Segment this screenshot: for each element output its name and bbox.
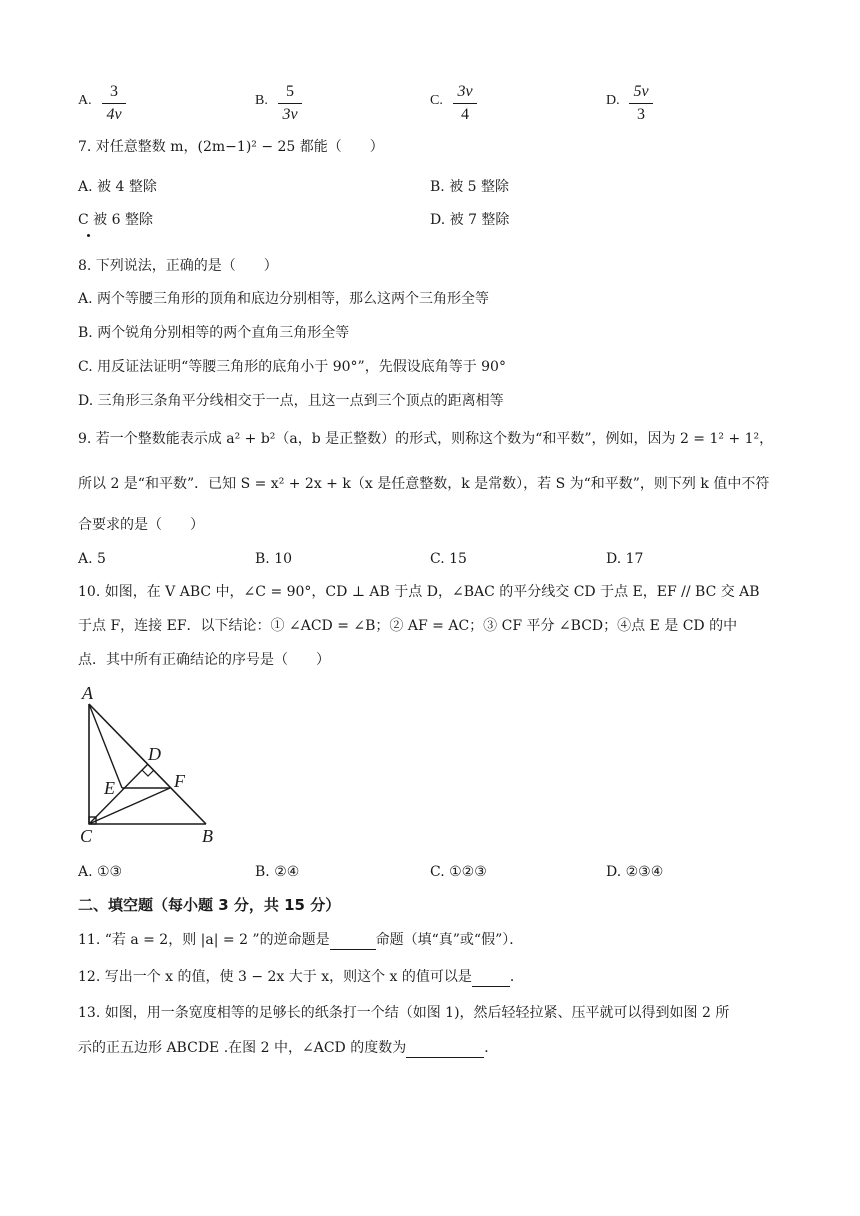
- label-b: B: [202, 826, 213, 846]
- label-f: F: [174, 771, 185, 791]
- q12-text-before-blank: 12. 写出一个 x 的值，使 3 − 2x 大于 x，则这个 x 的值可以是: [78, 969, 472, 985]
- q12-text-after-blank: ．: [509, 969, 524, 985]
- q6-option-c-fraction: [451, 84, 479, 123]
- segment-cd: [89, 764, 148, 824]
- q11-answer-blank[interactable]: [330, 932, 376, 950]
- section-2-heading: 二、填空题（每小题 3 分，共 15 分）: [78, 896, 341, 914]
- q13-line-1: 13. 如图，用一条宽度相等的足够长的纸条打一个结（如图 1)，然后轻轻拉紧、压平就可以得到如图 2 所: [78, 1005, 730, 1021]
- q13-line-2: [78, 1040, 498, 1058]
- q8-option-d: D. 三角形三条角平分线相交于一点，且这一点到三个顶点的距离相等: [78, 393, 504, 409]
- label-a: A: [82, 683, 93, 703]
- q6-option-b-fraction: [276, 84, 304, 123]
- q7-option-b: B. 被 5 整除: [430, 179, 509, 195]
- q10-line-3: 点．其中所有正确结论的序号是（ ）: [78, 652, 330, 668]
- q11-text-after-blank: 命题（填“真”或“假”）．: [375, 932, 524, 948]
- denominator: 3: [637, 106, 645, 123]
- numerator: 3v: [457, 83, 473, 100]
- label-e: E: [104, 778, 115, 798]
- q9-option-d: D. 17: [606, 551, 644, 567]
- q9-option-c: C. 15: [430, 551, 467, 567]
- q6-option-a-fraction: [100, 84, 128, 123]
- q9-line-1: 9. 若一个整数能表示成 a² + b²（a，b 是正整数）的形式，则称这个数为“和平数”，例如，因为 2 = 1² + 1²，: [78, 431, 774, 447]
- denominator: 3v: [282, 106, 298, 123]
- label-c: C: [80, 826, 93, 846]
- q10-line-2: 于点 F，连接 EF．以下结论：① ∠ACD = ∠B；② AF = AC；③ CF 平分 ∠BCD；④点 E 是 CD 的中: [78, 618, 738, 634]
- q6-option-d-fraction: [627, 84, 655, 123]
- q10-option-b: B. ②④: [255, 864, 300, 880]
- q6-option-d-label: D.: [606, 93, 620, 108]
- option-c-dot: [87, 234, 90, 237]
- segment-cf: [89, 788, 170, 824]
- q8-option-a: A. 两个等腰三角形的顶角和底边分别相等，那么这两个三角形全等: [78, 291, 490, 307]
- denominator: 4v: [106, 106, 122, 123]
- q9-line-3: 合要求的是（ ）: [78, 517, 204, 533]
- q8-stem: 8. 下列说法，正确的是（ ）: [78, 258, 278, 274]
- label-d: D: [148, 744, 161, 764]
- q6-option-c-label: C.: [430, 93, 443, 108]
- numerator: 3: [110, 83, 118, 100]
- q11-line: [78, 932, 523, 950]
- q7-option-c: C 被 6 整除: [78, 212, 153, 228]
- q8-option-b: B. 两个锐角分别相等的两个直角三角形全等: [78, 325, 350, 341]
- q10-option-d: D. ②③④: [606, 864, 664, 880]
- q10-line-1: 10. 如图，在 V ABC 中，∠C = 90°，CD ⊥ AB 于点 D，∠BAC 的平分线交 CD 于点 E，EF // BC 交 AB: [78, 584, 760, 600]
- q7-option-a: A. 被 4 整除: [78, 179, 157, 195]
- q8-option-c: C. 用反证法证明“等腰三角形的底角小于 90°”，先假设底角等于 90°: [78, 359, 506, 375]
- q13-text-after-blank: ．: [484, 1040, 499, 1056]
- q9-option-a: A. 5: [78, 551, 106, 567]
- q6-option-b-label: B.: [255, 93, 268, 108]
- q7-stem: 7. 对任意整数 m，(2m−1)² − 25 都能（ ）: [78, 139, 384, 155]
- numerator: 5: [286, 83, 294, 100]
- q7-option-d: D. 被 7 整除: [430, 212, 510, 228]
- right-angle-mark-d: [142, 770, 154, 776]
- segment-ae: [89, 704, 122, 788]
- denominator: 4: [461, 106, 469, 123]
- numerator: 5v: [633, 83, 649, 100]
- q13-answer-blank[interactable]: [406, 1040, 484, 1058]
- q10-option-a: A. ①③: [78, 864, 123, 880]
- q12-line: [78, 969, 524, 987]
- q11-text-before-blank: 11. “若 a = 2，则 |a| = 2 ”的逆命题是: [78, 932, 330, 948]
- q9-option-b: B. 10: [255, 551, 293, 567]
- q12-answer-blank[interactable]: [472, 969, 510, 987]
- triangle-figure: [70, 680, 230, 850]
- q6-option-a-label: A.: [78, 93, 92, 108]
- q9-line-2: 所以 2 是“和平数”．已知 S = x² + 2x + k（x 是任意整数，k 是常数），若 S 为“和平数”，则下列 k 值中不符: [78, 476, 770, 492]
- q10-option-c: C. ①②③: [430, 864, 487, 880]
- q13-text-before-blank: 示的正五边形 ABCDE .在图 2 中，∠ACD 的度数为: [78, 1040, 407, 1056]
